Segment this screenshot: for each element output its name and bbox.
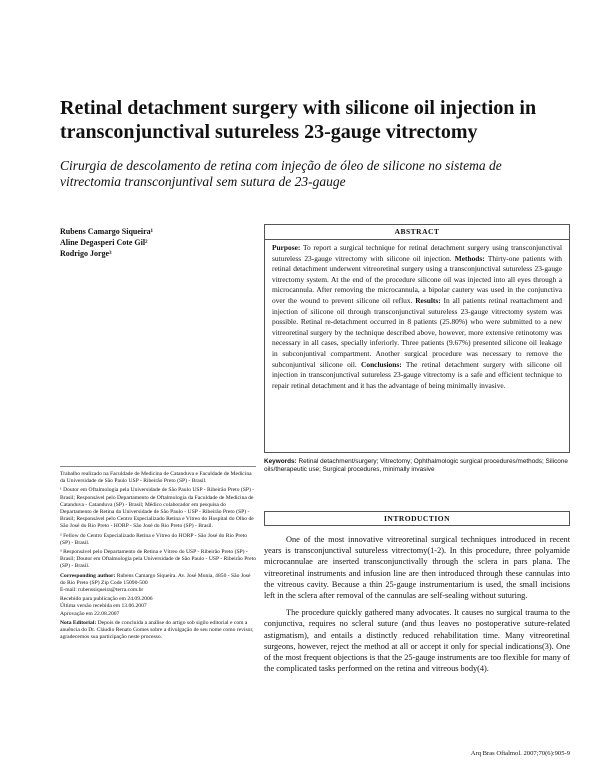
affiliation-item: ¹ Doutor em Oftalmologia pela Universidade de São Paulo USP - Ribeirão Preto (SP) - Brasil; Responsável pelo Departamento de Oftalmologia da Faculdade de Medicina de Catanduva - Catanduva (SP) - Brasil; Médico colaborador em pesquisa do Departamento de Retina da Universidade de São Paulo - USP - Ribeirão Preto (SP) - Brasil; Responsável pelo Centro Especializado Retina e Vítreo do Hospital do Olho de São José do Rio Preto - HORP - São José do Rio Preto (SP) - Brasil. <box>60 487 255 530</box>
article-title: Retinal detachment surgery with silicone oil injection in transconjunctival sutureless 23-gauge vitrectomy <box>60 97 537 143</box>
date-received: Recebido para publicação em 24.09.2006 <box>60 596 153 603</box>
affiliation-item: ² Fellow do Centro Especializado Retina e Vítreo do HORP - São José do Rio Preto (SP) - Brasil. <box>60 532 248 546</box>
purpose-label: Purpose: <box>272 243 301 252</box>
methods-text: Thirty-one patients with retinal detachment underwent vitreoretinal surgery using a transconjunctival sutureless 23-gauge vitrectomy system. At the end of the procedure silicone oil was injected into all eyes through a microcannula. After removing the microcannula, a bipolar cautery was used in the conjunctiva over the wound to prevent silicone oil reflux. <box>272 253 562 305</box>
affiliations <box>60 466 256 643</box>
editorial-note-text: Depois de concluída a análise do artigo sob sigilo editorial e com a anuência do Dr. Cláudio Renato Gomes sobre a divulgação de seu nome como revisor, agradecemos sua participação neste processo. <box>60 619 254 641</box>
intro-paragraph: One of the most innovative vitreoretinal surgical techniques introduced in recent years is transconjunctival sutureless vitrectomy(1-2). In this procedure, three polyamide microcannulae are inserted transconjunctivally through the sclera in pars plana. The vitreoretinal instruments and infusion line are then introduced through these cannulas into the vitreous cavity. Because a thin 25-gauge instrumentarium is used, the small incisions left in the sclera after removal of the cannulas are self-sealing without suturing. <box>264 535 570 601</box>
author-list <box>60 226 260 259</box>
conclusions-text: The retinal detachment surgery with silicone oil injection in transconjunctival sutureless 23-gauge vitrectomy is a safe and efficient technique to repair retinal detachment and it has the advantage of being minimally invasive. <box>272 359 562 390</box>
journal-citation: Arq Bras Oftalmol. 2007;70(6):905-9 <box>470 750 570 757</box>
affiliation-divider <box>60 466 256 467</box>
introduction-body <box>264 534 570 680</box>
correspondence-email: E-mail: rubenssiqueira@terra.com.br <box>60 587 144 594</box>
author-name: Rodrigo Jorge³ <box>60 249 112 258</box>
keywords-label: Keywords: <box>264 458 297 465</box>
date-last-version: Última versão recebida em 13.06.2007 <box>60 603 147 610</box>
affiliation-item: ³ Responsável pelo Departamento de Retina e Vítreo do USP - Ribeirão Preto (SP) - Brasil; Doutor em Oftalmologia pela Universidade de São Paulo - USP - Ribeirão Preto (SP) - Brasil. <box>60 549 257 570</box>
keywords-text: Retinal detachment/surgery; Vitrectomy; Ophthalmologic surgical procedures/methods; Silicone oils/therapeutic use; Surgical procedures, minimally invasive <box>264 458 568 474</box>
correspondence-label: Corresponding author: <box>60 572 116 579</box>
author-name: Aline Degasperi Cote Gil² <box>60 238 148 247</box>
introduction-heading: INTRODUCTION <box>264 511 570 526</box>
keywords <box>264 458 570 475</box>
submission-dates <box>60 596 256 618</box>
editorial-note <box>60 620 256 642</box>
intro-paragraph: The procedure quickly gathered many advocates. It causes no surgical trauma to the conjunctiva, requires no scleral suture (and thus leaves no postoperative suture-related astigmatism), and entails a distinctly reduced rehabilitation time. Many vitreoretinal surgeons, however, reject the method at all or accept it only for special indications(3). One of the most frequent objections is that the 25-gauge instruments are too flexible for many of the complicated tasks performed on the retina and vitreous body(4). <box>264 608 570 674</box>
correspondence <box>60 573 256 595</box>
abstract-box <box>264 224 570 453</box>
results-text: In all patients retinal reattachment and injection of silicone oil through transconjunctival sutureless 23-gauge vitrectomy system was possible. Retinal re-detachment occurred in 8 patients (25.80%) who were submitted to a new vitreoretinal surgery by the technique described above, however, more extensive retinotomy was necessary in all cases, specially inferiorly. Three patients (9.67%) presented silicone oil leakage in subconjuntival compartment. Another surgical procedure was necessary to remove the subconjuntival silicone oil. <box>272 295 562 369</box>
author-name: Rubens Camargo Siqueira¹ <box>60 227 154 236</box>
methods-label: Methods: <box>454 253 485 263</box>
results-label: Results: <box>415 295 441 305</box>
conclusions-label: Conclusions: <box>361 359 402 369</box>
editorial-note-label: Nota Editorial: <box>60 619 97 626</box>
article-subtitle: Cirurgia de descolamento de retina com injeção de óleo de silicone no sistema de vitrectomia transconjuntival sem sutura de 23-gauge <box>60 158 502 189</box>
abstract-heading: ABSTRACT <box>265 225 569 240</box>
date-approved: Aprovação em 22.08.2007 <box>60 610 120 617</box>
correspondence-text: Rubens Camargo Siqueira. Av. José Munia, 4850 - São José do Rio Preto (SP) Zip Code 15090-500 <box>60 572 251 586</box>
affiliation-item: Trabalho realizado na Faculdade de Medicina de Catanduva e Faculdade de Medicina da Universidade de São Paulo USP - Ribeirão Preto (SP) - Brasil. <box>60 471 252 485</box>
purpose-text: To report a surgical technique for retinal detachment surgery using transconjunctival sutureless 23-gauge vitrectomy with silicone oil injection. <box>272 243 562 263</box>
abstract-text <box>265 240 569 391</box>
